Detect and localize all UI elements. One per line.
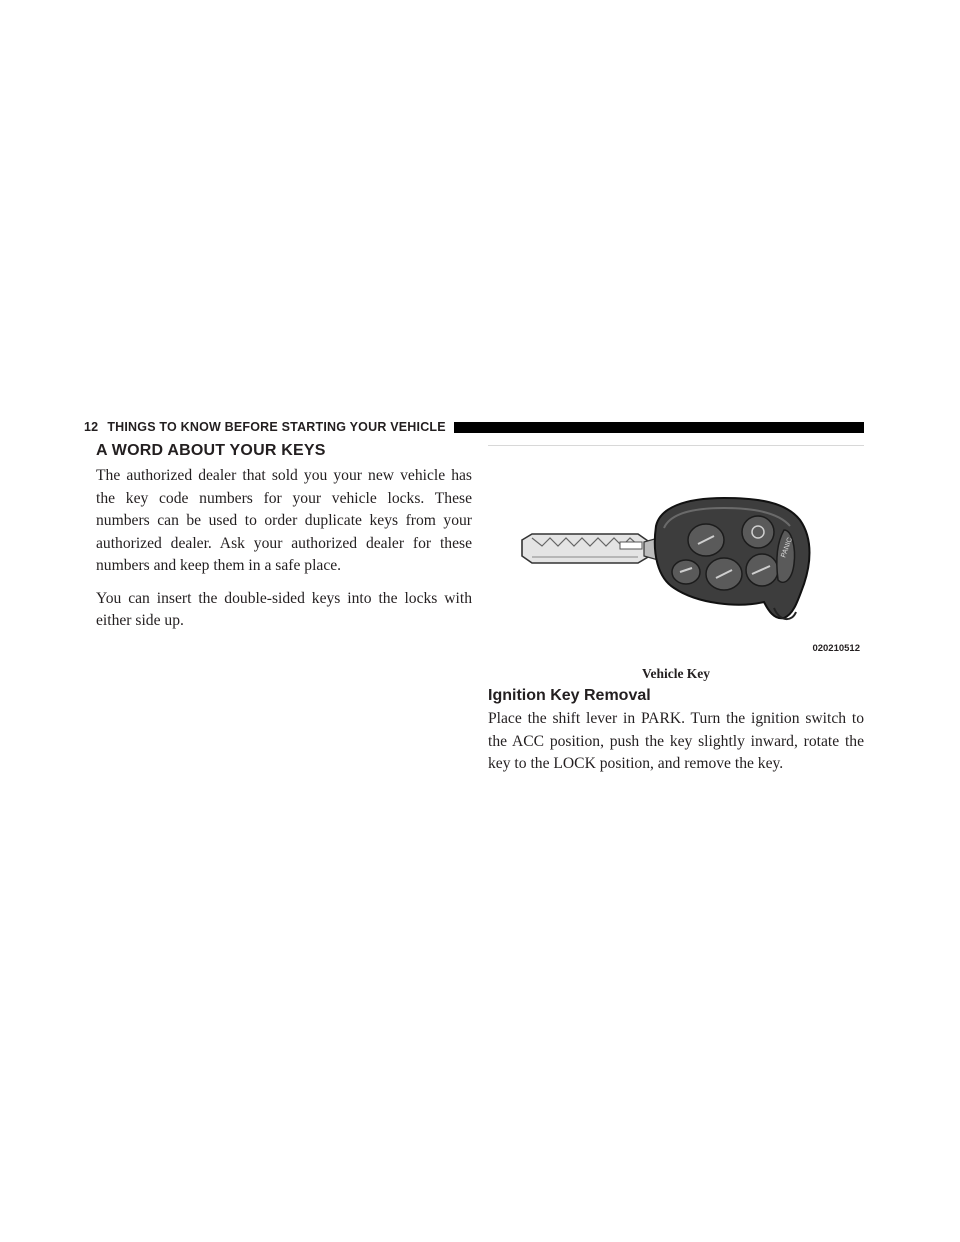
panic-label: PANIC bbox=[780, 536, 795, 559]
remote-start-button-icon bbox=[742, 516, 774, 548]
right-column bbox=[488, 441, 864, 786]
key-blade-slot bbox=[620, 542, 642, 549]
unlock-button-icon bbox=[672, 560, 700, 584]
header-rule bbox=[454, 422, 864, 433]
figure-code: 020210512 bbox=[812, 643, 860, 654]
figure-caption: Vehicle Key bbox=[641, 666, 711, 681]
section-heading-keys: A WORD ABOUT YOUR KEYS bbox=[96, 442, 326, 459]
vehicle-key-figure bbox=[488, 445, 864, 660]
paragraph-key-codes: The authorized dealer that sold you your new vehicle has the key code numbers for your vehicle locks. These numbers can be used to order duplicate keys from your authorized dealer. Ask your authorized dealer for these numbers and keep them in a safe place. bbox=[96, 467, 472, 574]
paragraph-double-sided: You can insert the double-sided keys into the locks with either side up. bbox=[96, 589, 472, 629]
key-fob-illustration bbox=[488, 446, 864, 660]
subheading-ignition-key-removal: Ignition Key Removal bbox=[488, 687, 651, 704]
left-column bbox=[96, 441, 472, 643]
chapter-title: THINGS TO KNOW BEFORE STARTING YOUR VEHICLE bbox=[107, 420, 446, 434]
paragraph-ignition-key-removal: Place the shift lever in PARK. Turn the ignition switch to the ACC position, push the key slightly inward, rotate the key to the LOCK position, and remove the key. bbox=[488, 710, 864, 772]
page-header bbox=[84, 418, 864, 436]
page-number: 12 bbox=[84, 420, 99, 434]
